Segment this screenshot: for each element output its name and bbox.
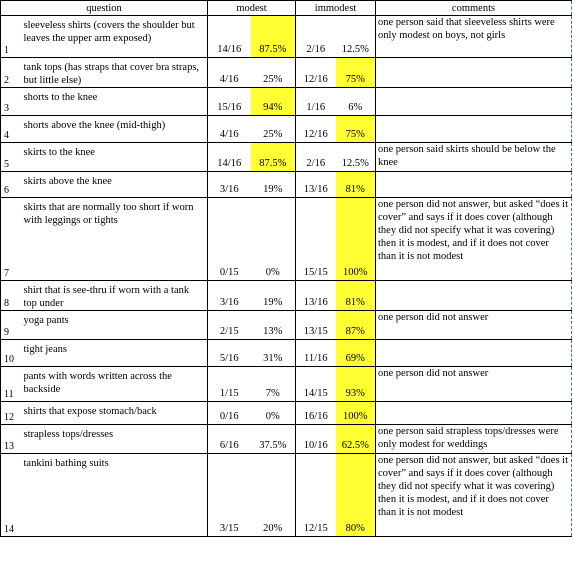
row-number: 14: [1, 454, 22, 537]
modest-fraction: 15/16: [208, 88, 251, 116]
modest-fraction: 14/16: [208, 143, 251, 172]
question-cell: yoga pants: [22, 311, 208, 340]
comment-cell: [376, 172, 572, 198]
immodest-fraction: 10/16: [296, 425, 336, 454]
comment-cell: one person said skirts should be below the knee: [376, 143, 572, 172]
modest-percent: 0%: [251, 198, 296, 281]
modest-fraction: 3/16: [208, 172, 251, 198]
question-cell: shorts to the knee: [22, 88, 208, 116]
row-number: 12: [1, 402, 22, 425]
table-row: [1, 367, 572, 402]
question-cell: skirts that are normally too short if worn with leggings or tights: [22, 198, 208, 281]
question-cell: skirts to the knee: [22, 143, 208, 172]
row-number: 5: [1, 143, 22, 172]
immodest-percent: 93%: [336, 367, 376, 402]
header-immodest: immodest: [296, 1, 376, 16]
immodest-percent: 6%: [336, 88, 376, 116]
immodest-fraction: 12/16: [296, 58, 336, 88]
immodest-percent: 62.5%: [336, 425, 376, 454]
immodest-percent: 75%: [336, 116, 376, 143]
immodest-percent: 87%: [336, 311, 376, 340]
modest-fraction: 4/16: [208, 116, 251, 143]
comment-cell: one person did not answer, but asked “does it cover” and says if it does cover (although they did not specify what it was covering) then it is modest, and if it does not cover than it is not modest: [376, 454, 572, 537]
table-row: [1, 198, 572, 281]
immodest-fraction: 14/15: [296, 367, 336, 402]
modest-fraction: 1/15: [208, 367, 251, 402]
table-row: [1, 402, 572, 425]
table-row: [1, 143, 572, 172]
modest-percent: 87.5%: [251, 143, 296, 172]
comment-cell: [376, 116, 572, 143]
immodest-percent: 81%: [336, 172, 376, 198]
table-row: [1, 454, 572, 537]
comment-cell: one person said strapless tops/dresses were only modest for weddings: [376, 425, 572, 454]
row-number: 13: [1, 425, 22, 454]
table-row: [1, 16, 572, 58]
modest-percent: 25%: [251, 116, 296, 143]
row-number: 9: [1, 311, 22, 340]
question-cell: sleeveless shirts (covers the shoulder but leaves the upper arm exposed): [22, 16, 208, 58]
immodest-fraction: 16/16: [296, 402, 336, 425]
immodest-fraction: 13/16: [296, 172, 336, 198]
modest-percent: 87.5%: [251, 16, 296, 58]
table-row: [1, 311, 572, 340]
comment-cell: [376, 402, 572, 425]
comment-cell: [376, 340, 572, 367]
row-number: 8: [1, 281, 22, 311]
row-number: 2: [1, 58, 22, 88]
modest-percent: 94%: [251, 88, 296, 116]
comment-cell: one person did not answer: [376, 311, 572, 340]
immodest-percent: 100%: [336, 402, 376, 425]
modest-percent: 31%: [251, 340, 296, 367]
question-cell: shirt that is see-thru if worn with a tank top under: [22, 281, 208, 311]
comment-cell: one person did not answer, but asked “does it cover” and says if it does cover (although they did not specify what it was covering) then it is modest, and if it does not cover than it is not modest: [376, 198, 572, 281]
immodest-fraction: 1/16: [296, 88, 336, 116]
modest-fraction: 14/16: [208, 16, 251, 58]
header-question: question: [1, 1, 208, 16]
row-number: 7: [1, 198, 22, 281]
question-cell: tankini bathing suits: [22, 454, 208, 537]
immodest-percent: 81%: [336, 281, 376, 311]
comment-cell: [376, 281, 572, 311]
modest-fraction: 2/15: [208, 311, 251, 340]
question-cell: tank tops (has straps that cover bra straps, but little else): [22, 58, 208, 88]
comment-cell: one person did not answer: [376, 367, 572, 402]
modest-percent: 25%: [251, 58, 296, 88]
table-row: [1, 172, 572, 198]
question-cell: tight jeans: [22, 340, 208, 367]
row-number: 10: [1, 340, 22, 367]
modest-fraction: 3/15: [208, 454, 251, 537]
modest-percent: 37.5%: [251, 425, 296, 454]
question-cell: shirts that expose stomach/back: [22, 402, 208, 425]
modest-fraction: 0/15: [208, 198, 251, 281]
header-comments: comments: [376, 1, 572, 16]
question-cell: pants with words written across the backside: [22, 367, 208, 402]
immodest-fraction: 13/16: [296, 281, 336, 311]
modest-fraction: 0/16: [208, 402, 251, 425]
immodest-fraction: 13/15: [296, 311, 336, 340]
modest-fraction: 4/16: [208, 58, 251, 88]
immodest-percent: 69%: [336, 340, 376, 367]
table-row: [1, 340, 572, 367]
question-cell: strapless tops/dresses: [22, 425, 208, 454]
comment-cell: [376, 58, 572, 88]
comment-cell: one person said that sleeveless shirts were only modest on boys, not girls: [376, 16, 572, 58]
modest-percent: 13%: [251, 311, 296, 340]
table-row: [1, 281, 572, 311]
row-number: 1: [1, 16, 22, 58]
immodest-fraction: 11/16: [296, 340, 336, 367]
comment-cell: [376, 88, 572, 116]
row-number: 6: [1, 172, 22, 198]
modest-percent: 7%: [251, 367, 296, 402]
modest-percent: 19%: [251, 172, 296, 198]
immodest-percent: 100%: [336, 198, 376, 281]
modest-percent: 0%: [251, 402, 296, 425]
immodest-percent: 12.5%: [336, 143, 376, 172]
modest-percent: 19%: [251, 281, 296, 311]
immodest-percent: 12.5%: [336, 16, 376, 58]
modest-percent: 20%: [251, 454, 296, 537]
immodest-fraction: 12/15: [296, 454, 336, 537]
row-number: 11: [1, 367, 22, 402]
immodest-fraction: 2/16: [296, 16, 336, 58]
row-number: 4: [1, 116, 22, 143]
modest-fraction: 3/16: [208, 281, 251, 311]
table-row: [1, 425, 572, 454]
immodest-fraction: 15/15: [296, 198, 336, 281]
modest-fraction: 6/16: [208, 425, 251, 454]
header-row: [1, 1, 572, 16]
header-modest: modest: [208, 1, 296, 16]
immodest-fraction: 12/16: [296, 116, 336, 143]
immodest-percent: 80%: [336, 454, 376, 537]
table-row: [1, 116, 572, 143]
immodest-fraction: 2/16: [296, 143, 336, 172]
modest-fraction: 5/16: [208, 340, 251, 367]
table-row: [1, 58, 572, 88]
table-row: [1, 88, 572, 116]
row-number: 3: [1, 88, 22, 116]
question-cell: skirts above the knee: [22, 172, 208, 198]
question-cell: shorts above the knee (mid-thigh): [22, 116, 208, 143]
immodest-percent: 75%: [336, 58, 376, 88]
